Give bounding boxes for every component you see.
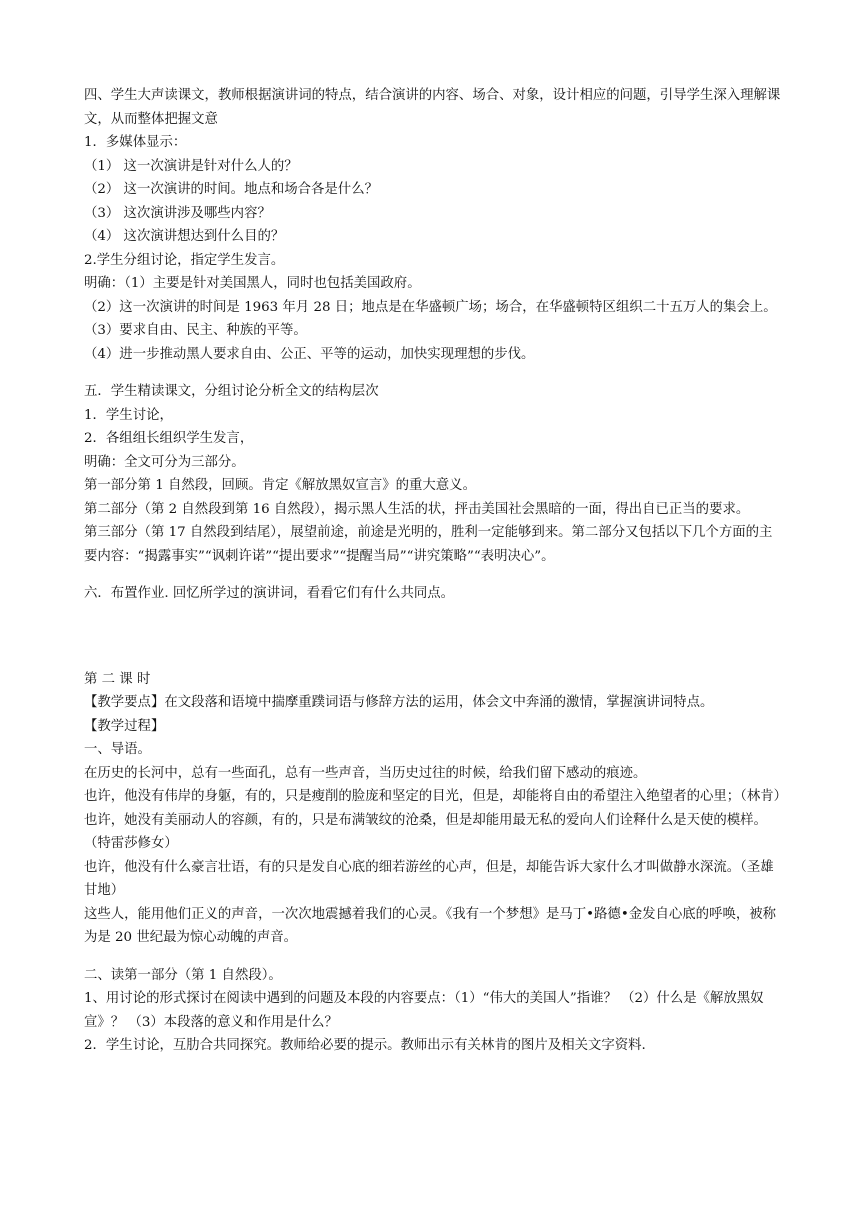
section-5-clear: 明确：全文可分为三部分。	[84, 454, 245, 470]
part-reading-questions: 1、用讨论的形式探讨在阅读中遇到的问题及本段的内容要点：（1）“伟大的美国人”指谁？ （2）什么是《解放黑奴宣》？ （3）本段落的意义和作用是什么？	[84, 991, 764, 1030]
document-page	[84, 84, 787, 1058]
lesson-2-title: 第 二 课 时	[84, 671, 151, 687]
answer-2: （2）这一次演讲的时间是 1963 年月 28 日；地点是在华盛顿广场；场合，在华盛顿特区组织二十五万人的集会上。	[84, 299, 777, 315]
intro-paragraph-1: 在历史的长河中，总有一些面孔，总有一些声音，当历史过往的时候，给我们留下感动的痕迹。	[84, 765, 647, 781]
intro-paragraph-2: 也许，他没有伟岸的身躯，有的，只是瘦削的脸庞和坚定的目光，但是，却能将自由的希望注入绝望者的心里；（林肯）	[84, 789, 787, 804]
question-3: （3） 这次演讲涉及哪些内容？	[84, 205, 271, 221]
process-label: 【教学过程】	[84, 718, 165, 734]
question-2: （2） 这一次演讲的时间。地点和场合各是什么？	[84, 182, 378, 197]
key-points: 【教学要点】在文段落和语境中揣摩重蹼词语与修辞方法的运用，体会文中奔涌的激情，掌握演讲词特点。	[84, 695, 714, 710]
part-1-text: 第一部分第 1 自然段，回顾。肯定《解放黑奴宣言》的重大意义。	[84, 478, 476, 493]
section-4-item-1: 1．多媒体显示：	[84, 135, 187, 150]
answer-4: （4）进一步推动黑人要求自由、公正、平等的运动，加快实现理想的步伐。	[84, 346, 535, 362]
section-6-heading: 六．布置作业. 回忆所学过的演讲词，看看它们有什么共同点。	[84, 586, 455, 601]
question-4: （4） 这次演讲想达到什么目的？	[84, 229, 285, 244]
part-reading-heading: 二、读第一部分（第 1 自然段）。	[84, 967, 282, 983]
intro-paragraph-5: 这些人，能用他们正义的声音，一次次地震撼着我们的心灵。《我有一个梦想》是马丁•路德•金发自心底的呼唤，被称为是 20 世纪最为惊心动魄的声音。	[84, 906, 777, 945]
question-1: （1） 这一次演讲是针对什么人的？	[84, 158, 298, 174]
part-2-text: 第二部分（第 2 自然段到第 16 自然段），揭示黑人生活的状，抨击美国社会黑暗的一面，得出自已正当的要求。	[84, 501, 750, 517]
section-4-heading: 四、学生大声读课文，教师根据演讲词的特点，结合演讲的内容、场合、对象，设计相应的问题，引导学生深入理解课文，从而整体把握文意	[84, 88, 781, 127]
answer-1: 明确：（1）主要是针对美国黑人，同时也包括美国政府。	[84, 276, 421, 291]
intro-paragraph-4: 也许，他没有什么豪言壮语，有的只是发自心底的细若游丝的心声，但是，却能告诉大家什么才叫做静水深流。（圣雄甘地）	[84, 859, 774, 898]
part-reading-discussion: 2．学生讨论，互肋合共同探究。教师给必要的提示。教师出示有关林肯的图片及相关文字资料.	[84, 1038, 646, 1053]
section-5-item-2: 2．各组组长组织学生发言，	[84, 431, 254, 446]
intro-heading: 一、导语。	[84, 742, 151, 757]
part-3-text: 第三部分（第 17 自然段到结尾），展望前途，前途是光明的，胜利一定能够到来。第二部分又包括以下几个方面的主要内容：“揭露事实”“讽刺许诺”“提出要求”“提醒当局”“讲究策略”“表明决心”。	[84, 525, 773, 564]
spacer	[84, 366, 784, 380]
spacer	[84, 568, 784, 582]
spacer	[84, 606, 784, 668]
section-5-item-1: 1．学生讨论，	[84, 407, 173, 423]
intro-paragraph-3: 也许，她没有美丽动人的容颜，有的，只是布满皱纹的沧桑，但是却能用最无私的爱向人们诠释什么是天使的模样。（特雷莎修女）	[84, 812, 767, 851]
spacer	[84, 950, 784, 964]
section-5-heading: 五．学生精读课文，分组讨论分析全文的结构层次	[84, 384, 379, 399]
answer-3: （3）要求自由、民主、种族的平等。	[84, 323, 307, 338]
section-4-item-2: 2.学生分组讨论，指定学生发言。	[84, 252, 285, 268]
